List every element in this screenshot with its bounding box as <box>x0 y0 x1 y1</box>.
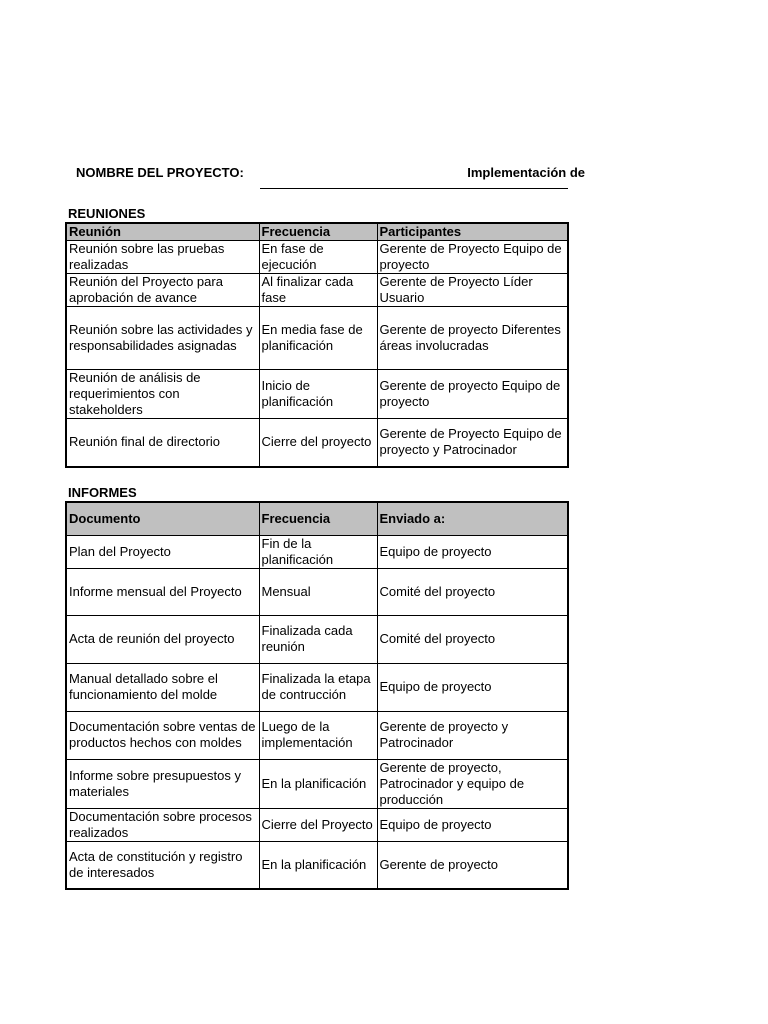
document-cell: Manual detallado sobre el funcionamiento del molde <box>66 663 259 711</box>
frequency-cell: En la planificación <box>259 759 377 808</box>
sent-to-cell: Gerente de proyecto, Patrocinador y equipo de producción <box>377 759 568 808</box>
document-cell: Documentación sobre procesos realizados <box>66 808 259 841</box>
table-row <box>66 808 568 841</box>
document-cell: Documentación sobre ventas de productos hechos con moldes <box>66 711 259 759</box>
meetings-table <box>65 222 569 468</box>
reports-header-row <box>66 502 568 535</box>
sent-to-cell: Equipo de proyecto <box>377 808 568 841</box>
meeting-cell: Reunión sobre las pruebas realizadas <box>66 241 259 274</box>
reports-header-sent-to: Enviado a: <box>377 502 568 535</box>
reports-header-document: Documento <box>66 502 259 535</box>
participants-cell: Gerente de proyecto Diferentes áreas involucradas <box>377 307 568 370</box>
sent-to-cell: Gerente de proyecto <box>377 841 568 889</box>
participants-cell: Gerente de proyecto Equipo de proyecto <box>377 370 568 419</box>
frequency-cell: En fase de ejecución <box>259 241 377 274</box>
table-row <box>66 663 568 711</box>
document-cell: Informe sobre presupuestos y materiales <box>66 759 259 808</box>
table-row <box>66 535 568 568</box>
sent-to-cell: Gerente de proyecto y Patrocinador <box>377 711 568 759</box>
table-row <box>66 841 568 889</box>
reports-section-title: INFORMES <box>68 485 137 500</box>
table-row <box>66 419 568 467</box>
table-row <box>66 307 568 370</box>
table-row <box>66 241 568 274</box>
participants-cell: Gerente de Proyecto Líder Usuario <box>377 274 568 307</box>
meetings-header-frequency: Frecuencia <box>259 223 377 241</box>
meetings-header-row <box>66 223 568 241</box>
document-cell: Plan del Proyecto <box>66 535 259 568</box>
frequency-cell: Inicio de planificación <box>259 370 377 419</box>
document-cell: Acta de reunión del proyecto <box>66 615 259 663</box>
table-row <box>66 615 568 663</box>
meeting-cell: Reunión final de directorio <box>66 419 259 467</box>
frequency-cell: Luego de la implementación <box>259 711 377 759</box>
table-row <box>66 370 568 419</box>
participants-cell: Gerente de Proyecto Equipo de proyecto y Patrocinador <box>377 419 568 467</box>
reports-table <box>65 501 569 890</box>
meetings-header-participants: Participantes <box>377 223 568 241</box>
frequency-cell: Cierre del Proyecto <box>259 808 377 841</box>
frequency-cell: En media fase de planificación <box>259 307 377 370</box>
project-name-label: NOMBRE DEL PROYECTO: <box>76 165 244 180</box>
sent-to-cell: Equipo de proyecto <box>377 663 568 711</box>
frequency-cell: Cierre del proyecto <box>259 419 377 467</box>
table-row <box>66 568 568 615</box>
meetings-section-title: REUNIONES <box>68 206 146 221</box>
meeting-cell: Reunión de análisis de requerimientos con stakeholders <box>66 370 259 419</box>
sent-to-cell: Equipo de proyecto <box>377 535 568 568</box>
meetings-header-meeting: Reunión <box>66 223 259 241</box>
table-row <box>66 274 568 307</box>
table-row <box>66 711 568 759</box>
frequency-cell: Finalizada cada reunión <box>259 615 377 663</box>
document-cell: Informe mensual del Proyecto <box>66 568 259 615</box>
frequency-cell: En la planificación <box>259 841 377 889</box>
frequency-cell: Finalizada la etapa de contrucción <box>259 663 377 711</box>
frequency-cell: Fin de la planificación <box>259 535 377 568</box>
frequency-cell: Al finalizar cada fase <box>259 274 377 307</box>
sent-to-cell: Comité del proyecto <box>377 615 568 663</box>
frequency-cell: Mensual <box>259 568 377 615</box>
project-name-value <box>260 165 585 189</box>
document-cell: Acta de constitución y registro de interesados <box>66 841 259 889</box>
table-row <box>66 759 568 808</box>
project-name-text: Implementación de <box>467 165 585 180</box>
meeting-cell: Reunión del Proyecto para aprobación de avance <box>66 274 259 307</box>
meeting-cell: Reunión sobre las actividades y responsabilidades asignadas <box>66 307 259 370</box>
reports-header-frequency: Frecuencia <box>259 502 377 535</box>
sent-to-cell: Comité del proyecto <box>377 568 568 615</box>
participants-cell: Gerente de Proyecto Equipo de proyecto <box>377 241 568 274</box>
